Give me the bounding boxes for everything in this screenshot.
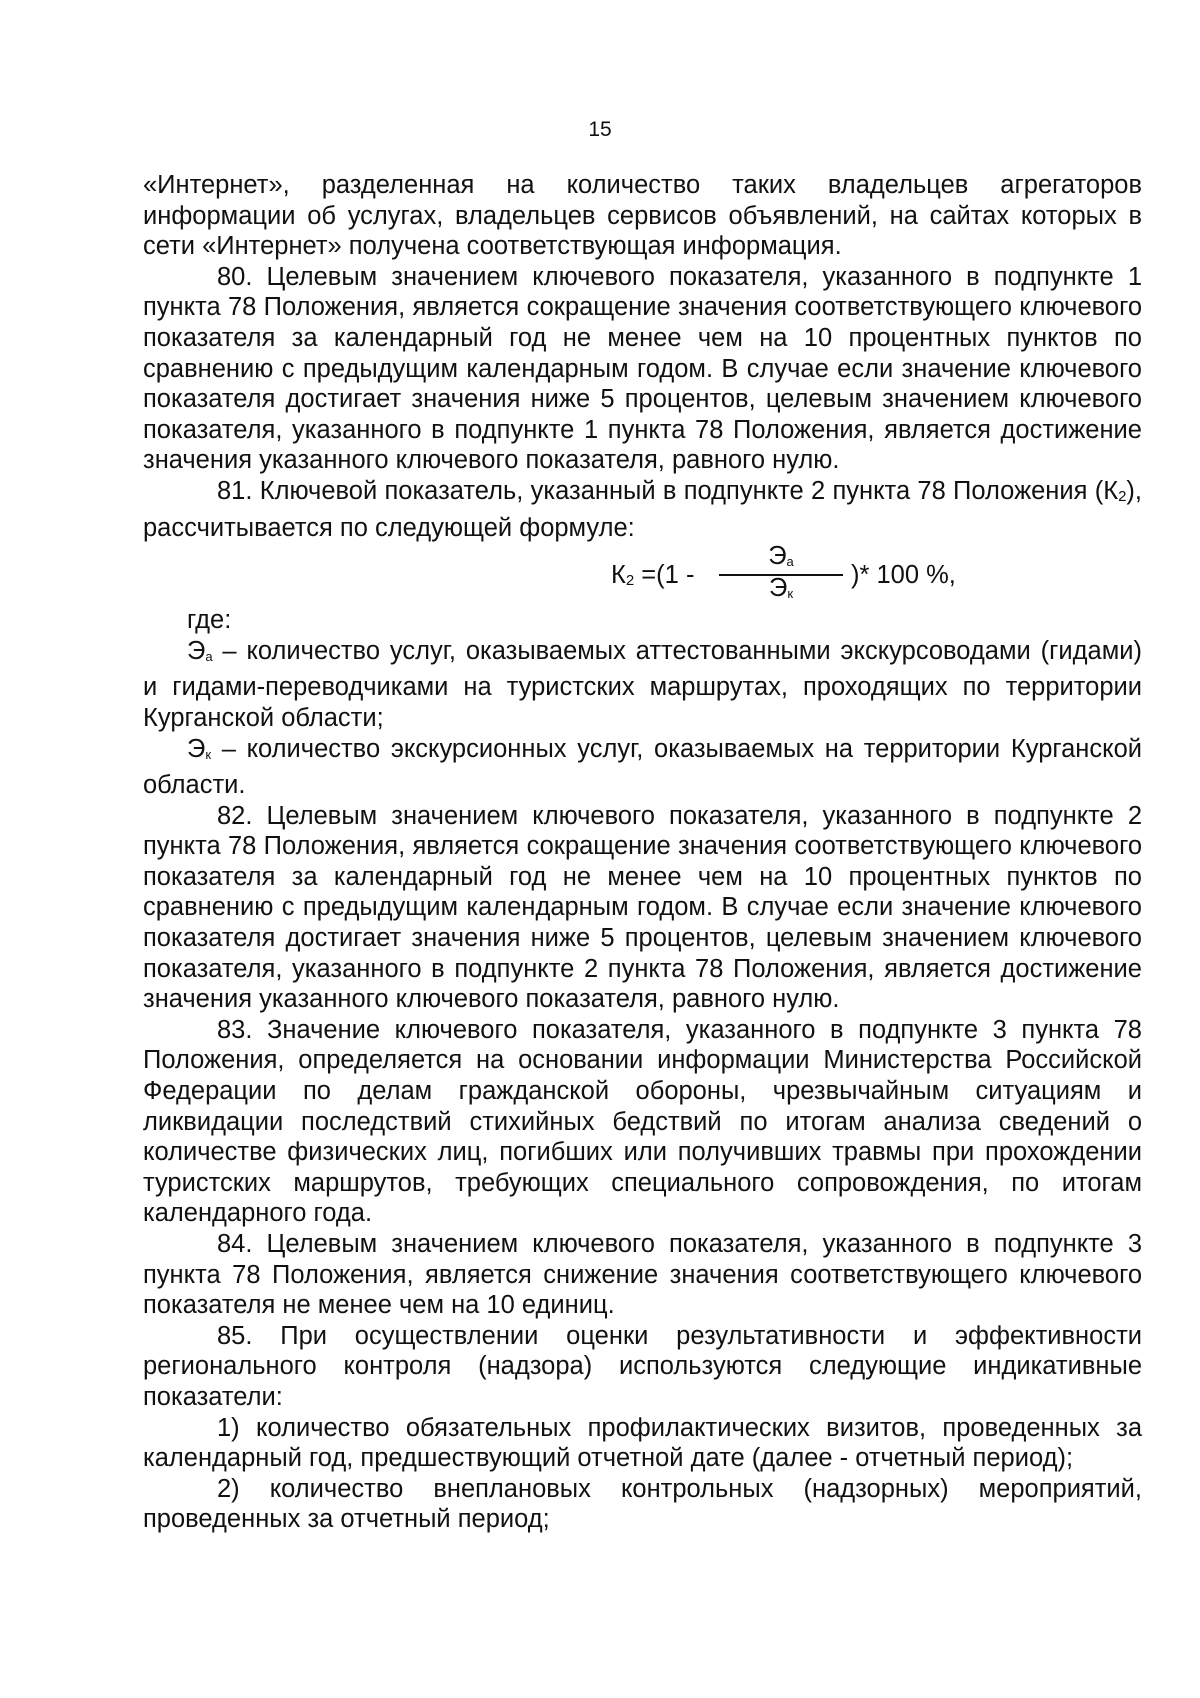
paragraph-82: 82. Целевым значением ключевого показателя, указанного в подпункте 2 пункта 78 Положения, является сокращение значения соответствующего ключевого показателя за календарный год не менее чем на 10 процентных пунктов по сравнению с предыдущим календарным годом. В случае если значение ключевого показателя достигает значения ниже 5 процентов, целевым значением ключевого показателя, указанного в подпункте 2 пункта 78 Положения, является достижение значения указанного ключевого показателя, равного нулю. xyxy=(143,801,1142,1014)
formula-numerator xyxy=(719,544,843,574)
paragraph-81 xyxy=(143,476,1142,543)
ea-text: – количество услуг, оказываемых аттестованными экскурсоводами (гидами) и гидами-переводчиками на туристских маршрутах, проходящих по территории Курганской области; xyxy=(143,636,1142,732)
page-number: 15 xyxy=(588,118,612,141)
formula-lhs-symbol: К xyxy=(611,561,626,590)
paragraph-intro: «Интернет», разделенная на количество таких владельцев агрегаторов информации об услугах, владельцев сервисов объявлений, на сайтах которых в сети «Интернет» получена соответствующая информация. xyxy=(143,171,1142,261)
where-label: где: xyxy=(187,606,232,635)
denominator-subscript: к xyxy=(787,586,793,602)
formula-tail: )* 100 %, xyxy=(851,561,956,590)
formula-fraction xyxy=(719,544,843,606)
formula-lhs-subscript: 2 xyxy=(625,572,635,590)
ea-symbol: Э xyxy=(187,636,206,665)
paragraph-85: 85. При осуществлении оценки результативности и эффективности регионального контроля (надзора) используются следующие индикативные показатели: xyxy=(143,1321,1142,1411)
formula-lhs xyxy=(611,560,694,597)
paragraph-83: 83. Значение ключевого показателя, указанного в подпункте 3 пункта 78 Положения, определяется на основании информации Министерства Российской Федерации по делам гражданской обороны, чрезвычайным ситуациям и ликвидации последствий стихийных бедствий по итогам анализа сведений о количестве физических лиц, погибших или получивших травмы при прохождении туристских маршрутов, требующих специального сопровождения, по итогам календарного года. xyxy=(143,1015,1142,1228)
numerator-symbol: Э xyxy=(768,542,787,571)
numerator-subscript: а xyxy=(786,554,794,570)
list-item-1: 1) количество обязательных профилактических визитов, проведенных за календарный год, предшествующий отчетной дате (далее - отчетный период); xyxy=(143,1413,1142,1473)
paragraph-84: 84. Целевым значением ключевого показателя, указанного в подпункте 3 пункта 78 Положения, является снижение значения соответствующего ключевого показателя не менее чем на 10 единиц. xyxy=(143,1230,1142,1320)
denominator-symbol: Э xyxy=(768,574,788,603)
ek-subscript: к xyxy=(205,746,212,762)
paragraph-81-tail: ), рассчитывается по следующей формуле: xyxy=(143,476,1142,542)
paragraph-81-subscript: 2 xyxy=(1118,487,1127,505)
ek-symbol: Э xyxy=(187,734,206,763)
ea-subscript: а xyxy=(205,648,213,664)
formula xyxy=(143,543,1142,605)
ek-text: – количество экскурсионных услуг, оказываемых на территории Курганской области. xyxy=(143,734,1142,800)
document-body xyxy=(143,170,1142,1535)
paragraph-81-text: 81. Ключевой показатель, указанный в подпункте 2 пункта 78 Положения (К xyxy=(217,476,1119,505)
definition-ek xyxy=(143,734,1142,801)
definition-ea xyxy=(143,636,1142,734)
list-item-2: 2) количество внеплановых контрольных (надзорных) мероприятий, проведенных за отчетный период; xyxy=(143,1474,1142,1534)
formula-denominator xyxy=(719,576,843,606)
paragraph-80: 80. Целевым значением ключевого показателя, указанного в подпункте 1 пункта 78 Положения, является сокращение значения соответствующего ключевого показателя за календарный год не менее чем на 10 процентных пунктов по сравнению с предыдущим календарным годом. В случае если значение ключевого показателя достигает значения ниже 5 процентов, целевым значением ключевого показателя, указанного в подпункте 1 пункта 78 Положения, является достижение значения указанного ключевого показателя, равного нулю. xyxy=(143,262,1142,475)
formula-open: =(1 - xyxy=(634,561,695,590)
